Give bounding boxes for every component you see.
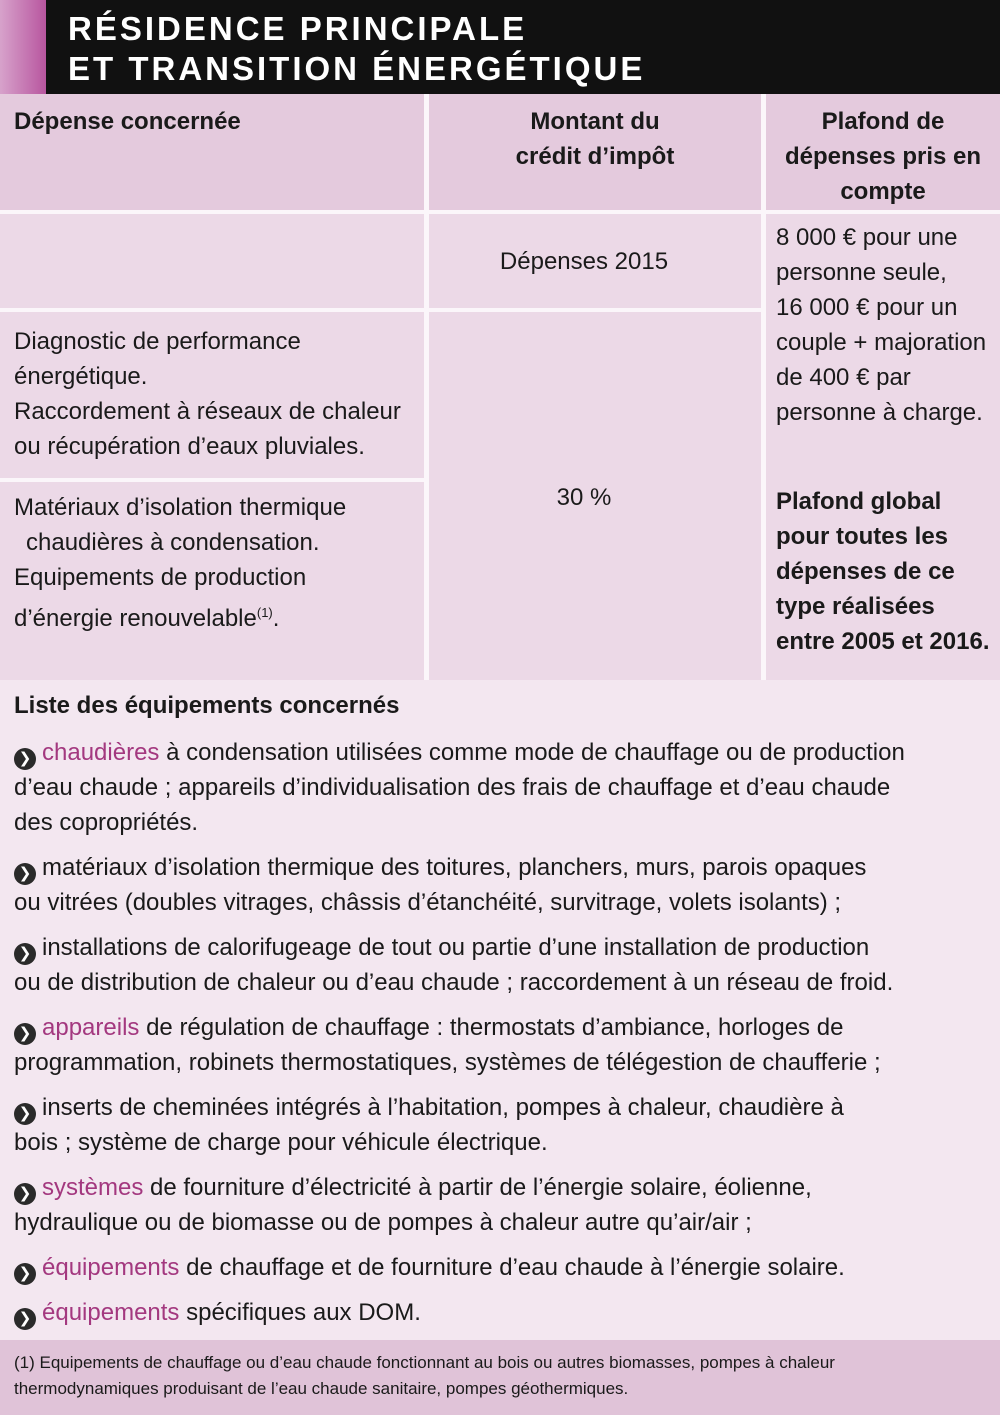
chevron-right-icon: ❯ <box>14 748 36 770</box>
plafond-text <box>776 220 1000 430</box>
list-item <box>14 1250 996 1285</box>
footnote-text <box>14 1350 990 1402</box>
divider <box>0 308 761 312</box>
item-text: ou vitrées (doubles vitrages, châssis d’étanchéité, survitrage, volets isolants) ; <box>14 889 842 916</box>
row1-text <box>14 324 424 464</box>
plafond-global-line: pour toutes les <box>776 523 949 550</box>
footnote-line: thermodynamiques produisant de l’eau chaude sanitaire, pompes géothermiques. <box>14 1379 629 1398</box>
empty-cell <box>0 214 424 308</box>
row1-line: ou récupération d’eaux pluviales. <box>14 433 365 460</box>
row2-cell <box>0 482 424 680</box>
item-text: hydraulique ou de biomasse ou de pompes à chaleur autre qu’air/air ; <box>14 1209 752 1236</box>
item-keyword: systèmes <box>42 1174 144 1201</box>
footnote-box <box>0 1340 1000 1415</box>
item-text: ou de distribution de chaleur ou d’eau chaude ; raccordement à un réseau de froid. <box>14 969 894 996</box>
rate-cell <box>429 312 761 680</box>
chevron-right-icon: ❯ <box>14 1308 36 1330</box>
chevron-right-icon: ❯ <box>14 863 36 885</box>
item-text: spécifiques aux DOM. <box>179 1299 421 1326</box>
item-text: de chauffage et de fourniture d’eau chaude à l’énergie solaire. <box>179 1254 845 1281</box>
plafond-global-line: entre 2005 et 2016. <box>776 628 990 655</box>
equipment-list <box>0 680 1000 1335</box>
chevron-right-icon: ❯ <box>14 1183 36 1205</box>
item-text: inserts de cheminées intégrés à l’habitation, pompes à chaleur, chaudière à <box>42 1094 844 1121</box>
depenses-year-cell <box>429 214 761 308</box>
list-item <box>14 1170 996 1240</box>
plafond-global-text <box>776 484 1000 659</box>
col1-header: Dépense concernée <box>14 108 241 135</box>
plafond-global-line: type réalisées <box>776 593 935 620</box>
list-item <box>14 735 996 840</box>
col3-header-line1: Plafond de <box>821 108 945 135</box>
plafond-line: personne seule, <box>776 259 947 286</box>
item-text: programmation, robinets thermostatiques, systèmes de télégestion de chaufferie ; <box>14 1049 881 1076</box>
list-title: Liste des équipements concernés <box>14 692 400 719</box>
plafond-line: couple + majoration <box>776 329 987 356</box>
chevron-right-icon: ❯ <box>14 1103 36 1125</box>
list-item <box>14 850 996 920</box>
item-text: de régulation de chauffage : thermostats d’ambiance, horloges de <box>139 1014 844 1041</box>
plafond-line: personne à charge. <box>776 399 983 426</box>
row2-line <box>14 595 424 636</box>
row2-line: Matériaux d’isolation thermique <box>14 494 347 521</box>
item-text: bois ; système de charge pour véhicule électrique. <box>14 1129 548 1156</box>
title-line-2: ET TRANSITION ÉNERGÉTIQUE <box>68 50 646 87</box>
footnote-line: (1) Equipements de chauffage ou d’eau chaude fonctionnant au bois ou autres biomasses, pompes à chaleur <box>14 1353 835 1372</box>
item-keyword: équipements <box>42 1299 180 1326</box>
item-keyword: appareils <box>42 1014 140 1041</box>
item-keyword: chaudières <box>42 739 160 766</box>
row2-line-end: . <box>272 605 280 632</box>
plafond-cell <box>766 214 1000 680</box>
rate-value: 30 % <box>556 484 612 511</box>
depenses-year: Dépenses 2015 <box>499 248 669 275</box>
plafond-global-line: Plafond global <box>776 488 942 515</box>
item-text: installations de calorifugeage de tout ou partie d’une installation de production <box>42 934 870 961</box>
list-item <box>14 1090 996 1160</box>
list-item <box>14 930 996 1000</box>
divider <box>761 94 766 680</box>
row1-line: énergétique. <box>14 363 148 390</box>
list-item <box>14 1010 996 1080</box>
row2-line: Equipements de production <box>14 564 307 591</box>
row1-line: Diagnostic de performance <box>14 328 301 355</box>
row2-line-text: d’énergie renouvelable <box>14 605 257 632</box>
header-cell-plafond <box>766 94 1000 210</box>
col2-header <box>429 104 761 174</box>
row2-text <box>14 490 424 636</box>
col2-header-line2: crédit d’impôt <box>515 143 675 170</box>
item-text: de fourniture d’électricité à partir de l’énergie solaire, éolienne, <box>143 1174 812 1201</box>
col2-header-line1: Montant du <box>530 108 660 135</box>
chevron-right-icon: ❯ <box>14 943 36 965</box>
row1-line: Raccordement à réseaux de chaleur <box>14 398 401 425</box>
item-text: à condensation utilisées comme mode de chauffage ou de production <box>159 739 905 766</box>
item-text: d’eau chaude ; appareils d’individualisation des frais de chauffage et d’eau chaude <box>14 774 891 801</box>
divider <box>0 478 424 482</box>
plafond-line: 8 000 € pour une <box>776 224 958 251</box>
title-line-1: RÉSIDENCE PRINCIPALE <box>68 10 528 47</box>
plafond-global-line: dépenses de ce <box>776 558 955 585</box>
item-text: des copropriétés. <box>14 809 199 836</box>
item-text: matériaux d’isolation thermique des toitures, planchers, murs, parois opaques <box>42 854 867 881</box>
col3-header-line2: dépenses pris en <box>784 143 982 170</box>
footnote-ref: (1) <box>256 605 273 620</box>
chevron-right-icon: ❯ <box>14 1023 36 1045</box>
list-item <box>14 1295 996 1330</box>
title-banner <box>0 0 1000 94</box>
credit-table <box>0 94 1000 680</box>
title-accent-bar <box>0 0 46 94</box>
col3-header-line3: compte <box>840 178 926 205</box>
header-cell-montant <box>429 94 761 210</box>
col3-header <box>766 104 1000 209</box>
row2-line: chaudières à condensation. <box>26 529 320 556</box>
plafond-line: de 400 € par <box>776 364 911 391</box>
chevron-right-icon: ❯ <box>14 1263 36 1285</box>
header-cell-depense <box>0 94 424 210</box>
row1-cell <box>0 312 424 478</box>
divider <box>424 94 429 680</box>
plafond-line: 16 000 € pour un <box>776 294 958 321</box>
item-keyword: équipements <box>42 1254 180 1281</box>
divider <box>0 210 1000 214</box>
